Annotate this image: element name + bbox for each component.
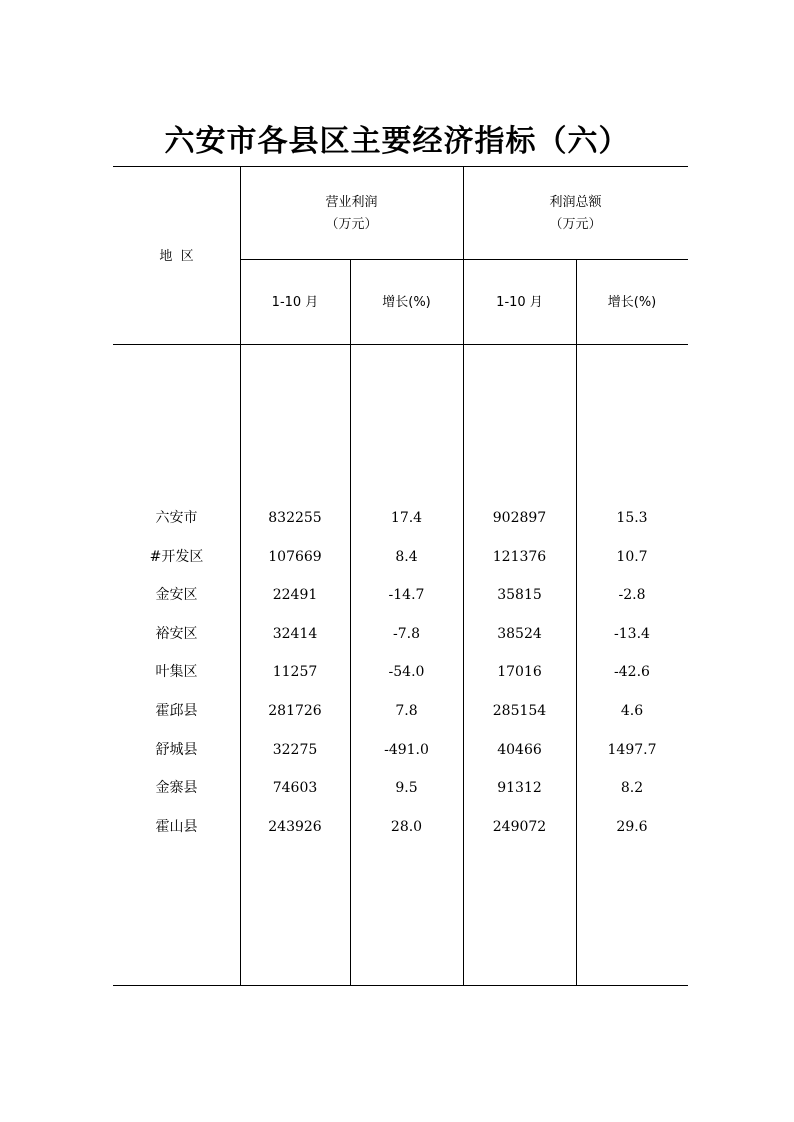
cell-total-profit: 121376 xyxy=(492,549,547,565)
header-group-total-profit xyxy=(463,192,688,236)
cell-total-profit: 35815 xyxy=(497,587,542,603)
cell-operating-profit-growth: -7.8 xyxy=(393,626,420,642)
cell-operating-profit-growth: 8.4 xyxy=(395,549,418,565)
header-growth-2: 增长(%) xyxy=(607,295,657,310)
cell-total-profit-growth: 29.6 xyxy=(616,819,648,835)
cell-total-profit-growth: -2.8 xyxy=(618,587,646,603)
cell-total-profit: 17016 xyxy=(497,664,542,680)
cell-region: 金安区 xyxy=(155,587,198,603)
page-title: 六安市各县区主要经济指标（六） xyxy=(164,124,630,159)
cell-total-profit: 38524 xyxy=(497,626,542,642)
cell-total-profit: 285154 xyxy=(492,703,547,719)
cell-operating-profit-growth: 28.0 xyxy=(390,819,423,835)
cell-region: 裕安区 xyxy=(155,626,198,642)
header-period-1: 1-10 月 xyxy=(271,295,319,310)
cell-region: 舒城县 xyxy=(155,742,198,758)
cell-total-profit-growth: -13.4 xyxy=(614,626,650,642)
cell-operating-profit-growth: -491.0 xyxy=(384,742,429,758)
cell-operating-profit-growth: 7.8 xyxy=(395,703,418,719)
cell-total-profit: 91312 xyxy=(497,780,542,796)
cell-operating-profit-growth: 9.5 xyxy=(395,780,418,796)
header-group-divider xyxy=(240,259,688,260)
cell-total-profit-growth: 10.7 xyxy=(616,549,648,565)
cell-operating-profit: 243926 xyxy=(268,819,322,835)
header-group-operating-profit xyxy=(240,192,463,236)
cell-operating-profit: 22491 xyxy=(272,587,318,603)
table-top-rule xyxy=(113,166,688,167)
cell-region: #开发区 xyxy=(149,549,204,565)
header-region: 地 区 xyxy=(159,249,194,264)
cell-operating-profit: 832255 xyxy=(268,510,322,526)
header-group2-name: 利润总额 xyxy=(549,195,602,210)
column-divider-op-profit xyxy=(350,259,351,986)
header-group1-name: 营业利润 xyxy=(325,195,378,210)
cell-total-profit: 249072 xyxy=(492,819,547,835)
cell-operating-profit-growth: -14.7 xyxy=(388,587,425,603)
column-divider-total-profit xyxy=(576,259,577,986)
column-divider-groups xyxy=(463,166,464,986)
cell-region: 金寨县 xyxy=(155,780,198,796)
cell-total-profit-growth: 15.3 xyxy=(616,510,648,526)
cell-region: 叶集区 xyxy=(155,664,198,680)
cell-operating-profit-growth: -54.0 xyxy=(388,664,425,680)
cell-total-profit-growth: 8.2 xyxy=(620,780,644,796)
cell-operating-profit-growth: 17.4 xyxy=(390,510,423,526)
header-group1-unit: （万元） xyxy=(325,217,378,232)
cell-total-profit: 40466 xyxy=(497,742,542,758)
table-bottom-rule xyxy=(113,985,688,986)
cell-operating-profit: 74603 xyxy=(272,780,318,796)
column-divider-region xyxy=(240,166,241,986)
cell-operating-profit: 11257 xyxy=(272,664,318,680)
cell-total-profit: 902897 xyxy=(492,510,547,526)
cell-operating-profit: 107669 xyxy=(268,549,322,565)
header-bottom-rule xyxy=(113,344,688,345)
cell-region: 霍邱县 xyxy=(155,703,198,719)
header-period-2: 1-10 月 xyxy=(496,295,543,310)
cell-total-profit-growth: 1497.7 xyxy=(607,742,657,758)
cell-region: 霍山县 xyxy=(155,819,198,835)
header-group2-unit: （万元） xyxy=(549,217,602,232)
header-growth-1: 增长(%) xyxy=(382,295,431,310)
cell-operating-profit: 32414 xyxy=(272,626,318,642)
cell-total-profit-growth: 4.6 xyxy=(620,703,644,719)
cell-total-profit-growth: -42.6 xyxy=(614,664,650,680)
cell-operating-profit: 32275 xyxy=(272,742,318,758)
cell-region: 六安市 xyxy=(155,510,198,526)
cell-operating-profit: 281726 xyxy=(268,703,322,719)
